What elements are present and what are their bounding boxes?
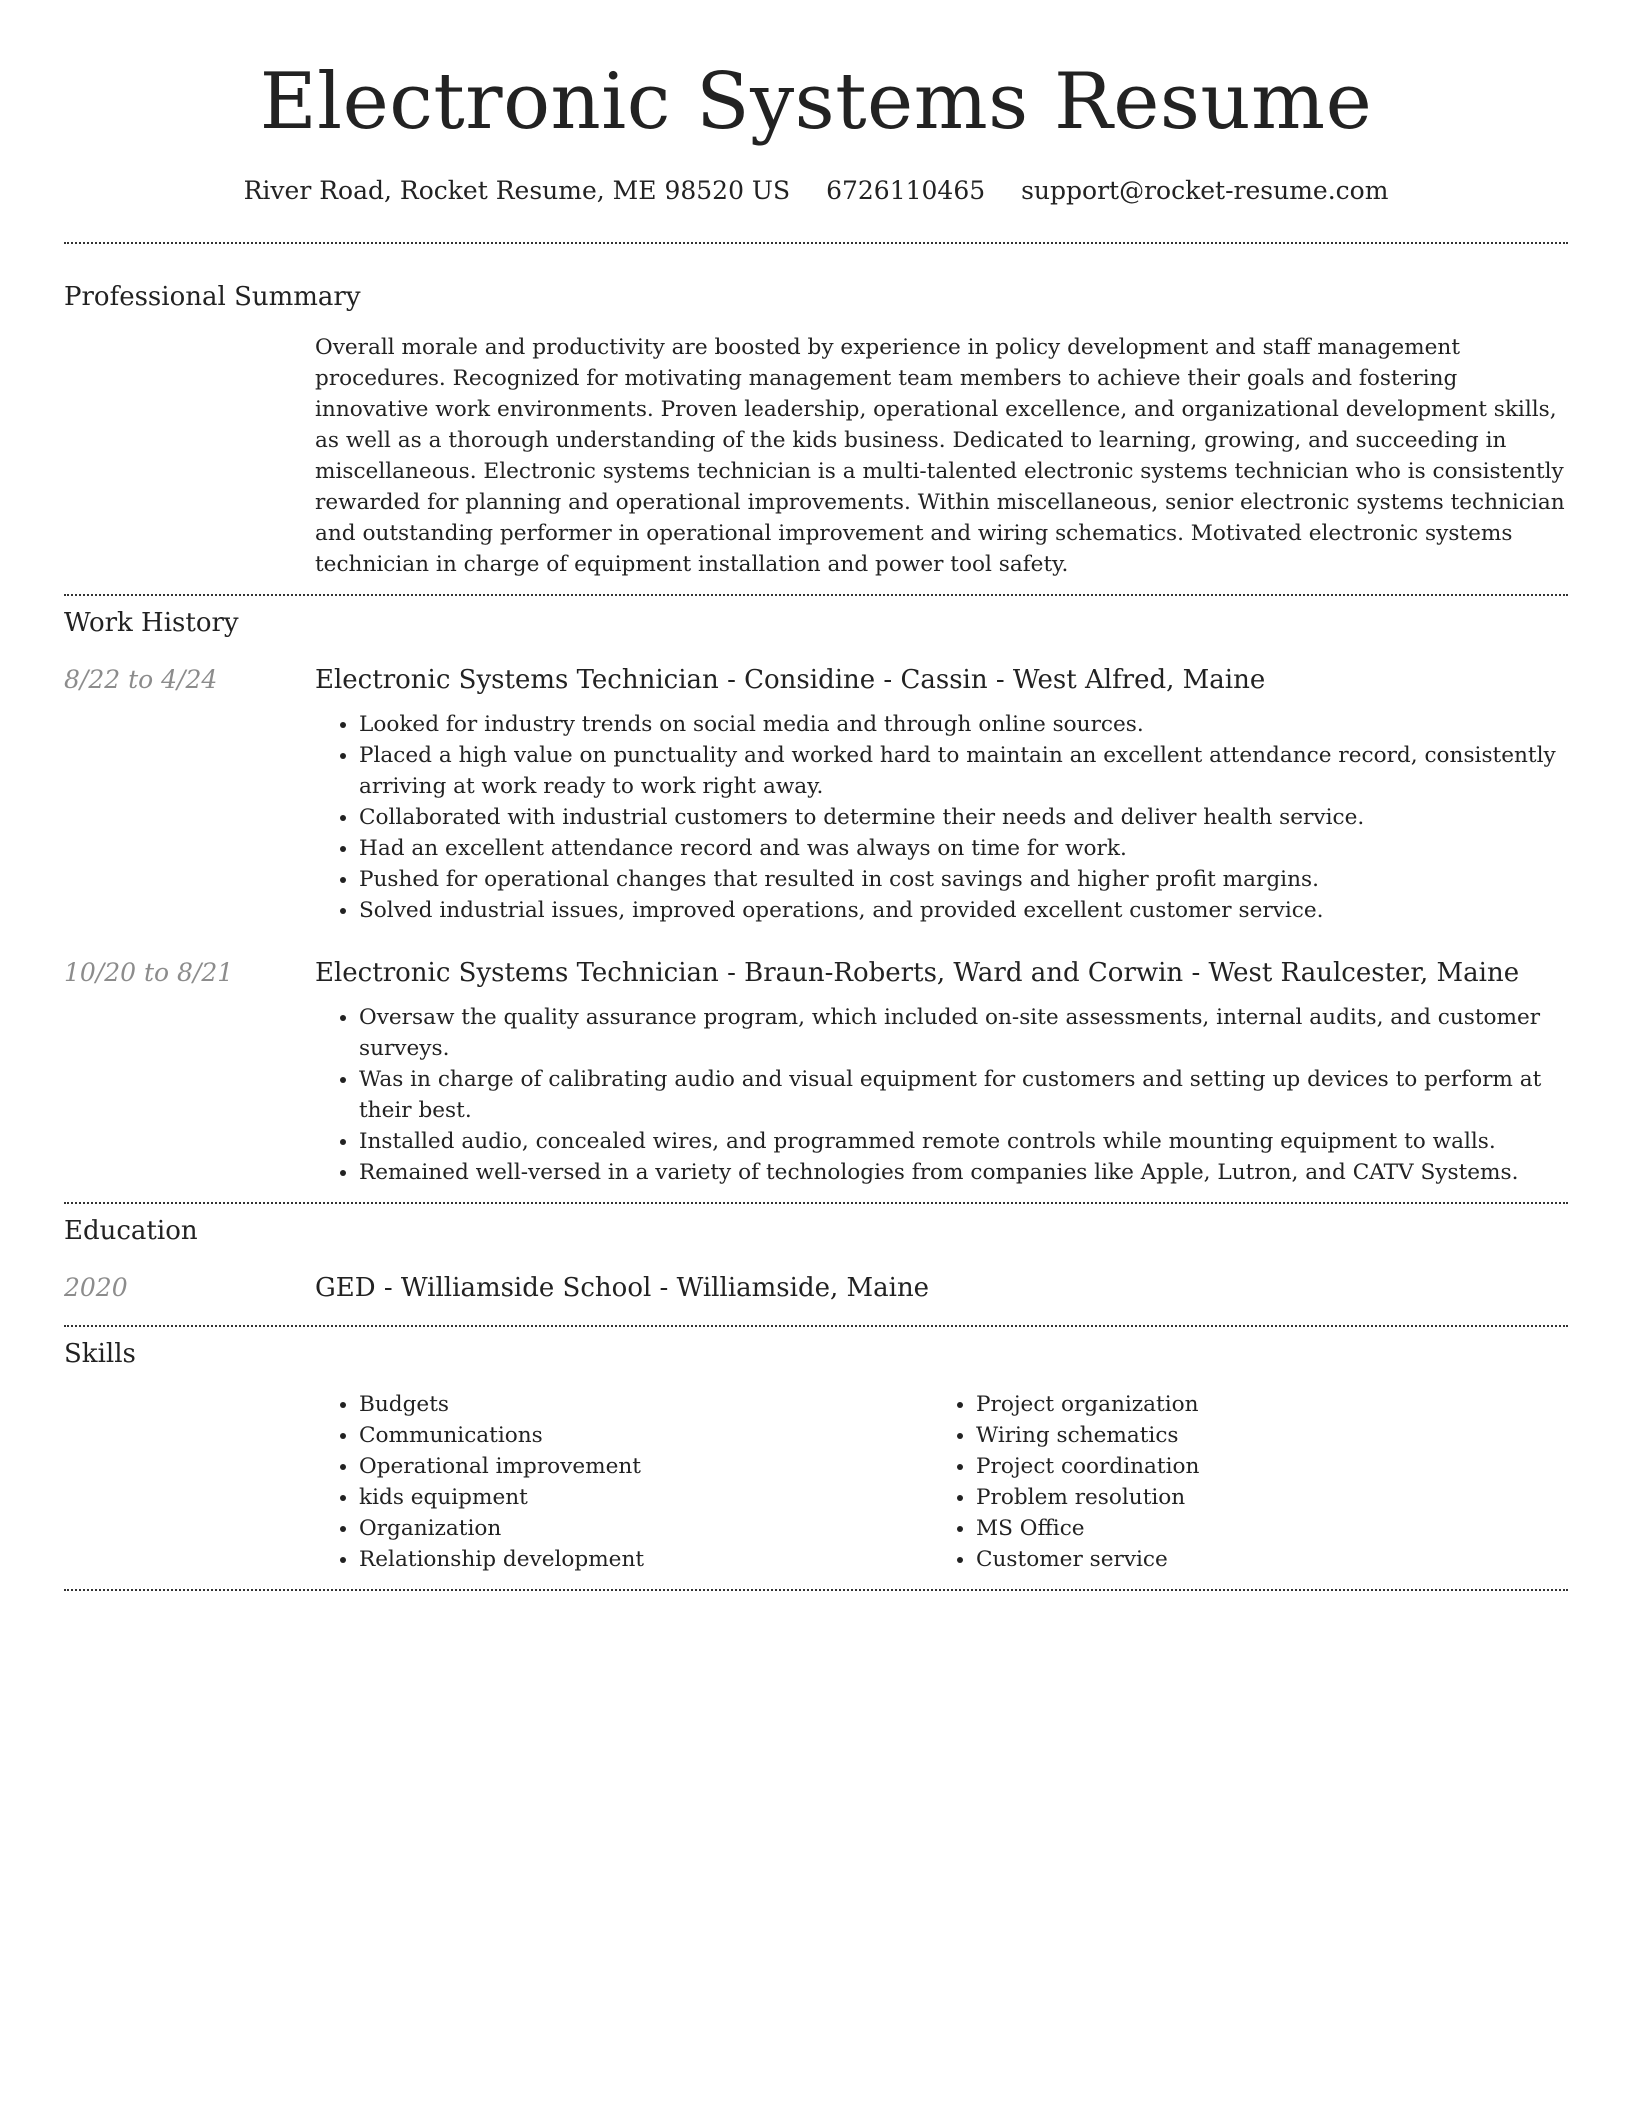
education-entry: [64, 1271, 1568, 1305]
job-bullet: • Looked for industry trends on social media and through online sources.: [359, 709, 1568, 740]
job-bullet: • Collaborated with industrial customers to determine their needs and deliver health service.: [359, 802, 1568, 833]
job-bullet: • Remained well-versed in a variety of technologies from companies like Apple, Lutron, and CATV Systems.: [359, 1157, 1568, 1188]
job-dates: 8/22 to 4/24: [64, 665, 218, 694]
work-history-section: [64, 596, 1568, 1188]
job-bullet: • Placed a high value on punctuality and worked hard to maintain an excellent attendance record, consistently arriving at work ready to work right away.: [359, 740, 1568, 802]
skill-item: • Communications: [359, 1420, 932, 1451]
skill-item: • Customer service: [976, 1544, 1549, 1575]
job-bullet: • Was in charge of calibrating audio and visual equipment for customers and setting up devices to perform at their best.: [359, 1064, 1568, 1126]
skill-item: • Organization: [359, 1513, 932, 1544]
skills-section: [64, 1327, 1568, 1575]
summary-section-title: Professional Summary: [64, 282, 361, 312]
skill-item: • Wiring schematics: [976, 1420, 1549, 1451]
skill-item: • Relationship development: [359, 1544, 932, 1575]
resume-name: Electronic Systems Resume: [259, 57, 1373, 147]
skills-columns: [315, 1389, 1568, 1575]
divider: [64, 1589, 1568, 1591]
skill-item: • kids equipment: [359, 1482, 932, 1513]
skills-section-title: Skills: [64, 1339, 136, 1369]
skill-item: • Budgets: [359, 1389, 932, 1420]
summary-section: [64, 244, 1568, 580]
skill-item: • Operational improvement: [359, 1451, 932, 1482]
contact-line: [64, 174, 1568, 208]
resume-header: [64, 0, 1568, 208]
job-bullet: • Pushed for operational changes that resulted in cost savings and higher profit margins.: [359, 864, 1568, 895]
contact-address: River Road, Rocket Resume, ME 98520 US: [243, 176, 791, 205]
job-bullets: [315, 709, 1568, 926]
job-bullet: • Solved industrial issues, improved operations, and provided excellent customer service.: [359, 895, 1568, 926]
job-heading: Electronic Systems Technician - Braun-Roberts, Ward and Corwin - West Raulcester, Maine: [315, 958, 1520, 988]
skills-list-right: [932, 1389, 1549, 1575]
job-heading: Electronic Systems Technician - Considine - Cassin - West Alfred, Maine: [315, 665, 1266, 695]
job-bullets: [315, 1002, 1568, 1188]
job-entry: [64, 956, 1568, 1188]
job-dates: 10/20 to 8/21: [64, 958, 234, 987]
contact-email: support@rocket-resume.com: [1021, 176, 1389, 205]
job-bullet: • Oversaw the quality assurance program, which included on-site assessments, internal audits, and customer surveys.: [359, 1002, 1568, 1064]
skill-item: • Project organization: [976, 1389, 1549, 1420]
contact-phone: 6726110465: [826, 176, 986, 205]
skills-list-left: [315, 1389, 932, 1575]
education-year: 2020: [64, 1273, 128, 1302]
job-entry: [64, 663, 1568, 926]
education-section-title: Education: [64, 1216, 198, 1246]
job-bullet: • Had an excellent attendance record and was always on time for work.: [359, 833, 1568, 864]
summary-text: Overall morale and productivity are boosted by experience in policy development and staff management procedures. Recognized for motivating management team members to achieve their goals and fostering innovative work environments. Proven leadership, operational excellence, and organizational development skills, as well as a thorough understanding of the kids business. Dedicated to learning, growing, and succeeding in miscellaneous. Electronic systems technician is a multi-talented electronic systems technician who is consistently rewarded for planning and operational improvements. Within miscellaneous, senior electronic systems technician and outstanding performer in operational improvement and wiring schematics. Motivated electronic systems technician in charge of equipment installation and power tool safety.: [315, 335, 1565, 577]
skill-item: • Problem resolution: [976, 1482, 1549, 1513]
education-section: [64, 1204, 1568, 1305]
job-bullet: • Installed audio, concealed wires, and programmed remote controls while mounting equipment to walls.: [359, 1126, 1568, 1157]
work-history-section-title: Work History: [64, 608, 239, 638]
skill-item: • Project coordination: [976, 1451, 1549, 1482]
skill-item: • MS Office: [976, 1513, 1549, 1544]
education-heading: GED - Williamside School - Williamside, Maine: [315, 1273, 930, 1303]
